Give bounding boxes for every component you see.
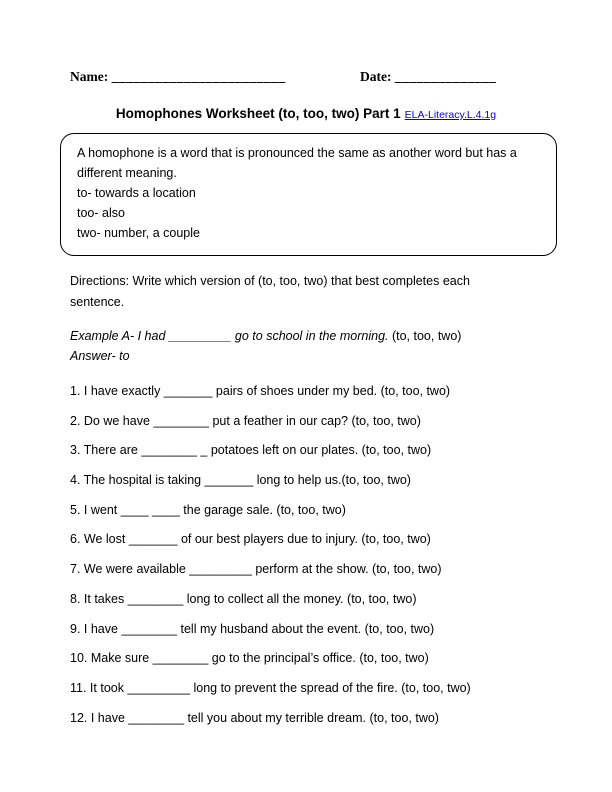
question-line-11: 11. It took _________ long to prevent the spread of the fire. (to, too, two)	[70, 680, 471, 695]
question-line-2: 2. Do we have ________ put a feather in our cap? (to, too, two)	[70, 413, 421, 428]
definition-line: A homophone is a word that is pronounced the same as another word but has a different meaning.	[77, 146, 517, 180]
example-options: (to, too, two)	[388, 329, 462, 343]
name-date-row	[70, 69, 612, 87]
question-line-8: 8. It takes ________ long to collect all the money. (to, too, two)	[70, 591, 417, 606]
question-line-1: 1. I have exactly _______ pairs of shoes under my bed. (to, too, two)	[70, 384, 451, 398]
question-line-5: 5. I went ____ ____ the garage sale. (to, too, two)	[70, 502, 346, 517]
example-sentence	[70, 327, 612, 347]
definition-box	[60, 133, 557, 256]
question-line-12: 12. I have ________ tell you about my terrible dream. (to, too, two)	[70, 710, 439, 725]
definition-line-too: too- also	[77, 206, 125, 220]
question-line-4: 4. The hospital is taking _______ long to help us.(to, too, two)	[70, 473, 411, 488]
example-sentence-italic: Example A- I had _________ go to school in the morning.	[70, 329, 389, 343]
standard-link[interactable]: ELA-Literacy.L.4.1g	[404, 109, 497, 121]
question-list	[70, 385, 612, 725]
worksheet-title-row	[0, 106, 612, 121]
question-line-9: 9. I have ________ tell my husband about the event. (to, too, two)	[70, 621, 435, 636]
example-answer: Answer- to	[70, 348, 130, 363]
question-line-7: 7. We were available _________ perform at the show. (to, too, two)	[70, 562, 442, 577]
date-group	[360, 69, 496, 85]
question-line-10: 10. Make sure ________ go to the principal’s office. (to, too, two)	[70, 651, 429, 666]
name-label: Name:	[70, 69, 109, 84]
question-line-3: 3. There are ________ _ potatoes left on our plates. (to, too, two)	[70, 443, 432, 458]
directions-text: Directions: Write which version of (to, too, two) that best completes each sentence.	[70, 274, 470, 309]
definition-line-two: two- number, a couple	[77, 226, 200, 240]
example-block	[70, 327, 612, 366]
definition-line-to: to- towards a location	[77, 186, 196, 200]
question-line-6: 6. We lost _______ of our best players due to injury. (to, too, two)	[70, 532, 431, 547]
name-blank-line: ________________________	[111, 69, 286, 84]
date-label: Date:	[360, 69, 392, 84]
worksheet-title: Homophones Worksheet (to, too, two) Part 1	[115, 106, 401, 121]
date-blank-line: ______________	[394, 69, 497, 84]
